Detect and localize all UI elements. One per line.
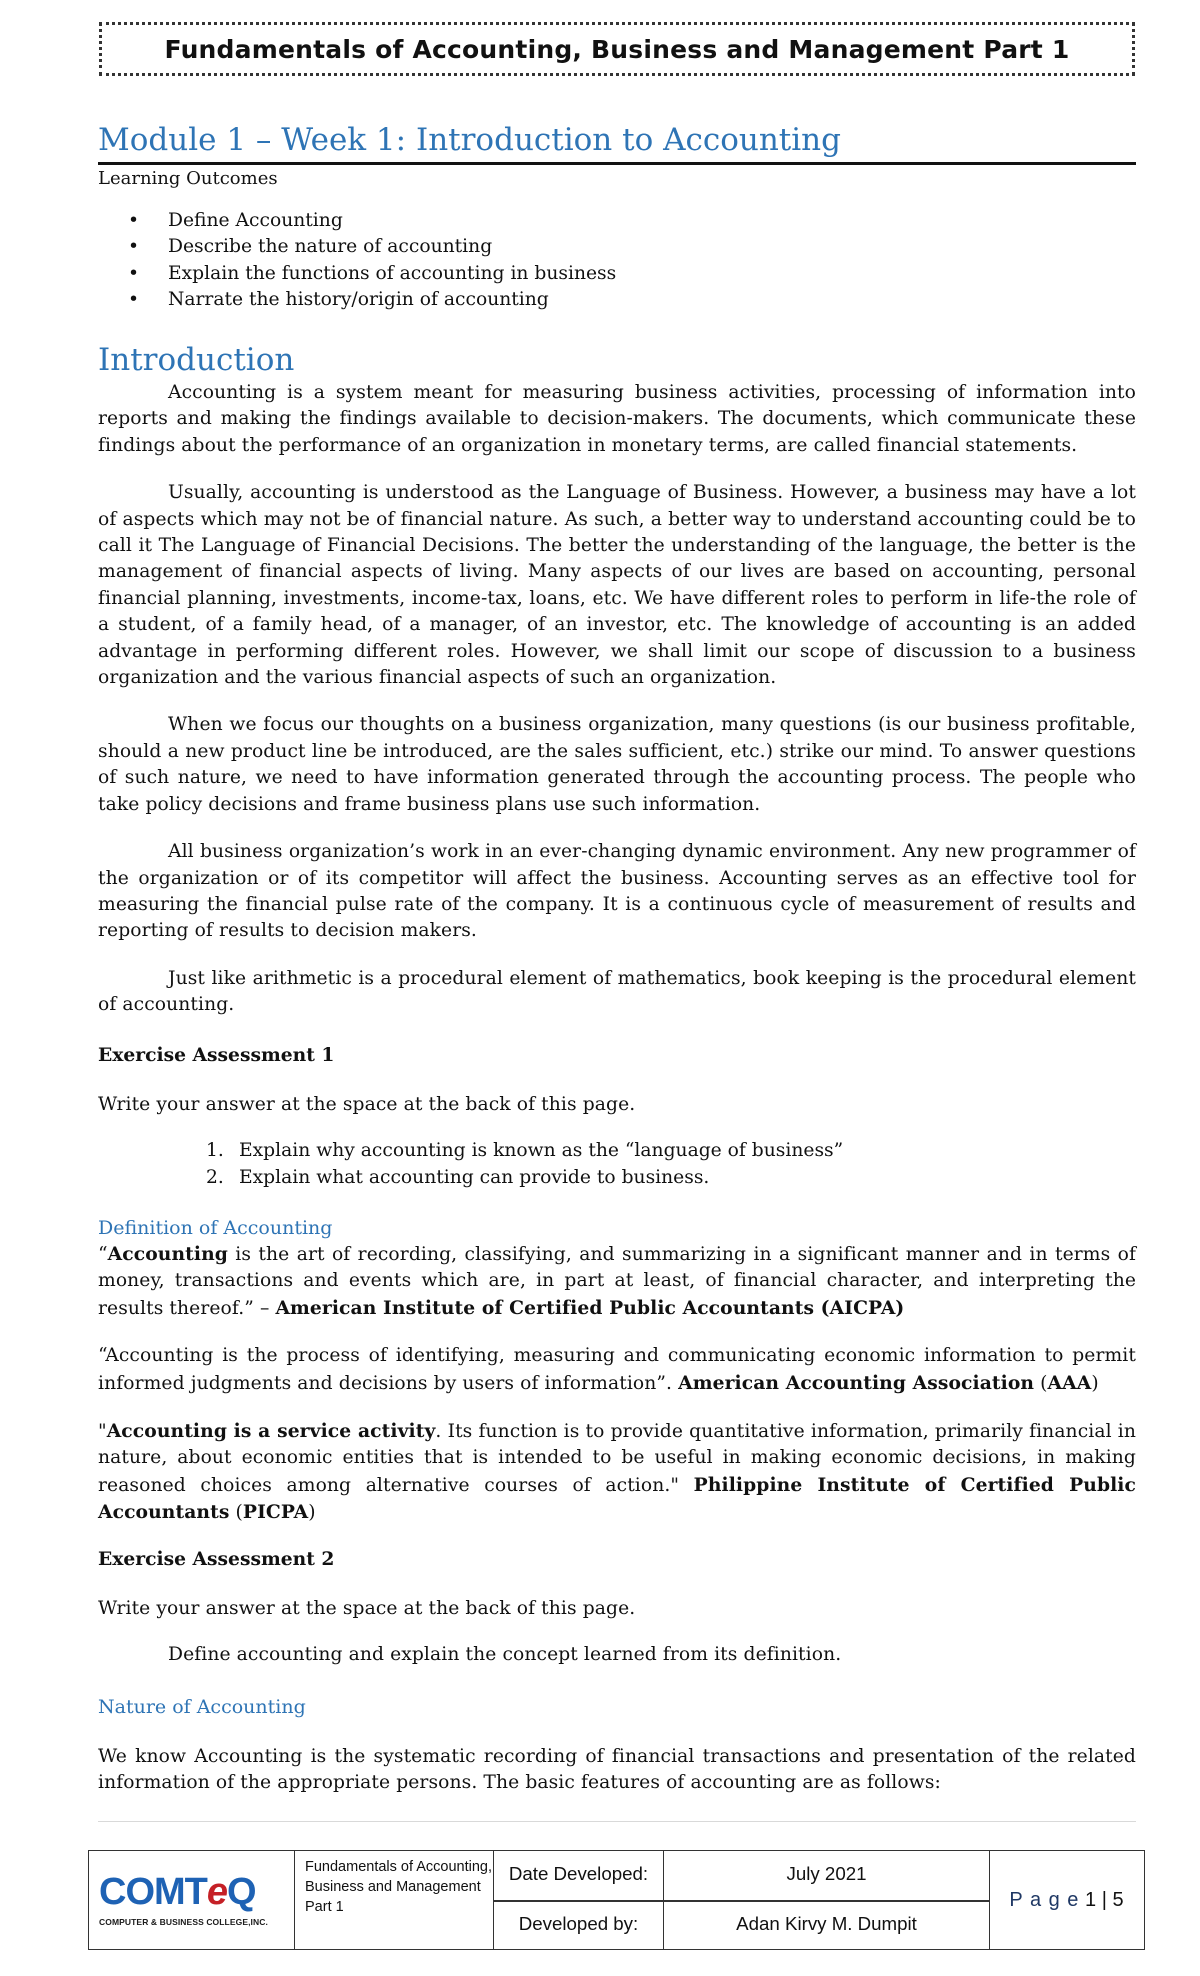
intro-paragraph: When we focus our thoughts on a business organization, many questions (is our business profitable, should a new product line be introduced, are the sales sufficient, etc.) strike our mind. To answer questions of such nature, we need to have information generated through the accounting process. The people who take policy decisions and frame business plans use such information.	[98, 714, 1136, 815]
list-item: • Narrate the history/origin of accounting	[98, 287, 1136, 313]
footer-row-divider	[494, 1900, 663, 1902]
intro-paragraph: Accounting is a system meant for measuring business activities, processing of information into reports and making the findings available to decision-makers. The documents, which communicate these findings about the performance of an organization in monetary terms, are called financial statements.	[98, 382, 1136, 456]
exercise-2-section	[98, 1546, 1136, 1669]
exercise-1-instruction: Write your answer at the space at the back of this page.	[98, 1094, 636, 1115]
list-item: 1. Explain why accounting is known as the “language of business”	[206, 1140, 844, 1162]
footer-values	[664, 1851, 990, 1949]
list-item: 2. Explain what accounting can provide to business.	[206, 1166, 710, 1188]
learning-outcomes-label: Learning Outcomes	[98, 168, 278, 189]
intro-paragraph: All business organization’s work in an ever-changing dynamic environment. Any new programmer of the organization or of its competitor will affect the business. Accounting serves as an effective tool for measuring the financial pulse rate of the company. It is a continuous cycle of measurement of results and reporting of results to decision makers.	[98, 841, 1136, 942]
definition-section	[98, 1215, 1136, 1527]
footer-doc-title: Fundamentals of Accounting, Business and Management Part 1	[295, 1851, 494, 1949]
module-title: Module 1 – Week 1: Introduction to Accounting	[98, 120, 1136, 165]
intro-paragraph: Just like arithmetic is a procedural element of mathematics, book keeping is the procedural element of accounting.	[98, 967, 1136, 1016]
definition-aicpa: “Accounting is the art of recording, classifying, and summarizing in a significant manner and in terms of money, transactions and events which are, in part at least, of financial character, and interpreting the results thereof.” – American Institute of Certified Public Accountants (AICPA)	[98, 1243, 1136, 1319]
footer-labels	[494, 1851, 664, 1949]
document-title: Fundamentals of Accounting, Business and Management Part 1	[164, 34, 1070, 64]
college-logo	[89, 1851, 295, 1949]
developed-by-label: Developed by:	[518, 1913, 639, 1934]
bullet-icon: •	[128, 289, 140, 311]
logo-wordmark: COMTeQ	[99, 1871, 256, 1913]
logo-subtitle: COMPUTER & BUSINESS COLLEGE,INC.	[99, 1917, 268, 1927]
definition-aaa: “Accounting is the process of identifying, measuring and communicating economic information to permit informed judgments and decisions by users of information”. American Accounting Association (AAA)	[98, 1345, 1136, 1394]
learning-outcomes-section	[98, 168, 1136, 314]
nature-heading: Nature of Accounting	[98, 1696, 306, 1718]
bullet-icon: •	[128, 210, 140, 231]
page-number: P a g e 1 | 5	[1009, 1888, 1124, 1911]
bullet-icon: •	[128, 236, 140, 258]
date-developed-label: Date Developed:	[508, 1863, 649, 1884]
developed-by-value: Adan Kirvy M. Dumpit	[736, 1913, 917, 1934]
list-item: • Describe the nature of accounting	[98, 234, 1136, 260]
date-developed-value: July 2021	[786, 1863, 867, 1884]
nature-paragraph: We know Accounting is the systematic recording of financial transactions and presentation of the related information of the appropriate persons. The basic features of accounting are as follows:	[98, 1746, 1136, 1794]
introduction-section	[98, 340, 1136, 1019]
exercise-2-title: Exercise Assessment 2	[98, 1548, 335, 1570]
list-item: • Explain the functions of accounting in business	[98, 261, 1136, 287]
introduction-heading: Introduction	[98, 342, 295, 378]
exercise-2-instruction: Write your answer at the space at the back of this page.	[98, 1598, 636, 1619]
footer-row-divider	[664, 1900, 989, 1902]
exercise-1-title: Exercise Assessment 1	[98, 1044, 335, 1066]
footer-divider	[98, 1821, 1136, 1822]
learning-outcomes-list	[98, 208, 1136, 314]
document-header	[99, 22, 1135, 76]
exercise-1-section	[98, 1042, 1136, 1191]
list-item: • Define Accounting	[98, 208, 1136, 234]
nature-section	[98, 1694, 1136, 1797]
exercise-2-task: Define accounting and explain the concept learned from its definition.	[168, 1644, 842, 1666]
exercise-1-list	[98, 1138, 1136, 1191]
definition-picpa: "Accounting is a service activity. Its function is to provide quantitative information, primarily financial in nature, about economic entities that is intended to be useful in making economic decisions, in making reasoned choices among alternative courses of action." Philippine Institute of Certified Public Accountants (PICPA)	[98, 1420, 1136, 1524]
intro-paragraph: Usually, accounting is understood as the Language of Business. However, a business may have a lot of aspects which may not be of financial nature. As such, a better way to understand accounting could be to call it The Language of Financial Decisions. The better the understanding of the language, the better is the management of financial aspects of living. Many aspects of our lives are based on accounting, personal financial planning, investments, income-tax, loans, etc. We have different roles to perform in life-the role of a student, of a family head, of a manager, of an investor, etc. The knowledge of accounting is an added advantage in performing different roles. However, we shall limit our scope of discussion to a business organization and the various financial aspects of such an organization.	[98, 482, 1136, 689]
definition-heading: Definition of Accounting	[98, 1217, 333, 1239]
document-footer	[88, 1850, 1145, 1950]
bullet-icon: •	[128, 262, 140, 284]
